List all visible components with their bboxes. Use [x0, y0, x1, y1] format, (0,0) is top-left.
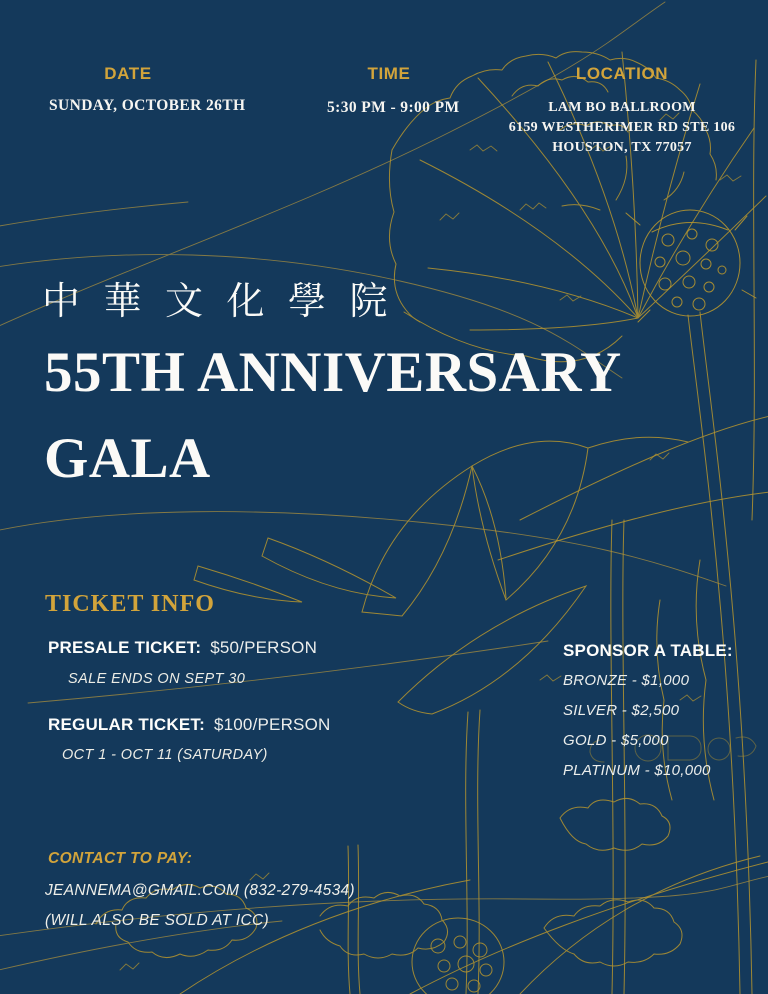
contact-note-line: (WILL ALSO BE SOLD AT ICC): [45, 912, 269, 929]
lotus-seed-pod: [626, 210, 756, 322]
date-value: SUNDAY, OCTOBER 26TH: [49, 97, 246, 114]
organization-name-cjk: 中 華 文 化 學 院: [42, 281, 395, 323]
sponsor-tier-gold: GOLD - $5,000: [563, 732, 669, 749]
location-label: LOCATION: [575, 64, 669, 83]
sponsor-heading: SPONSOR A TABLE:: [563, 641, 733, 660]
leaf-texture-squiggles: [120, 113, 741, 970]
location-line-1: LAM BO BALLROOM: [548, 100, 696, 115]
lotus-stems: [348, 60, 756, 994]
location-line-3: HOUSTON, TX 77057: [552, 140, 692, 155]
time-label: TIME: [367, 64, 411, 83]
location-address: [508, 98, 736, 158]
location-line-2: 6159 WESTHERIMER RD STE 106: [508, 120, 736, 135]
contact-email-line: JEANNEMA@GMAIL.COM (832-279-4534): [45, 882, 355, 899]
sponsor-tier-bronze: BRONZE - $1,000: [563, 672, 690, 689]
presale-ticket-label: PRESALE TICKET:: [48, 638, 202, 657]
presale-ticket-row: [48, 638, 317, 658]
ticket-info-heading: TICKET INFO: [45, 591, 215, 617]
regular-ticket-row: [48, 715, 331, 735]
time-value: 5:30 PM - 9:00 PM: [327, 99, 460, 116]
regular-ticket-note: OCT 1 - OCT 11 (SATURDAY): [62, 747, 268, 763]
presale-ticket-note: SALE ENDS ON SEPT 30: [68, 671, 246, 687]
presale-ticket-price: $50/PERSON: [210, 638, 318, 657]
title-line-2: GALA: [44, 427, 211, 490]
sponsor-tier-silver: SILVER - $2,500: [563, 702, 680, 719]
regular-ticket-label: REGULAR TICKET:: [48, 715, 205, 734]
regular-ticket-price: $100/PERSON: [213, 715, 331, 734]
date-label: DATE: [104, 64, 152, 83]
title-line-1: 55TH ANNIVERSARY: [44, 341, 622, 404]
contact-heading: CONTACT TO PAY:: [48, 850, 193, 867]
sponsor-tier-platinum: PLATINUM - $10,000: [563, 762, 711, 779]
